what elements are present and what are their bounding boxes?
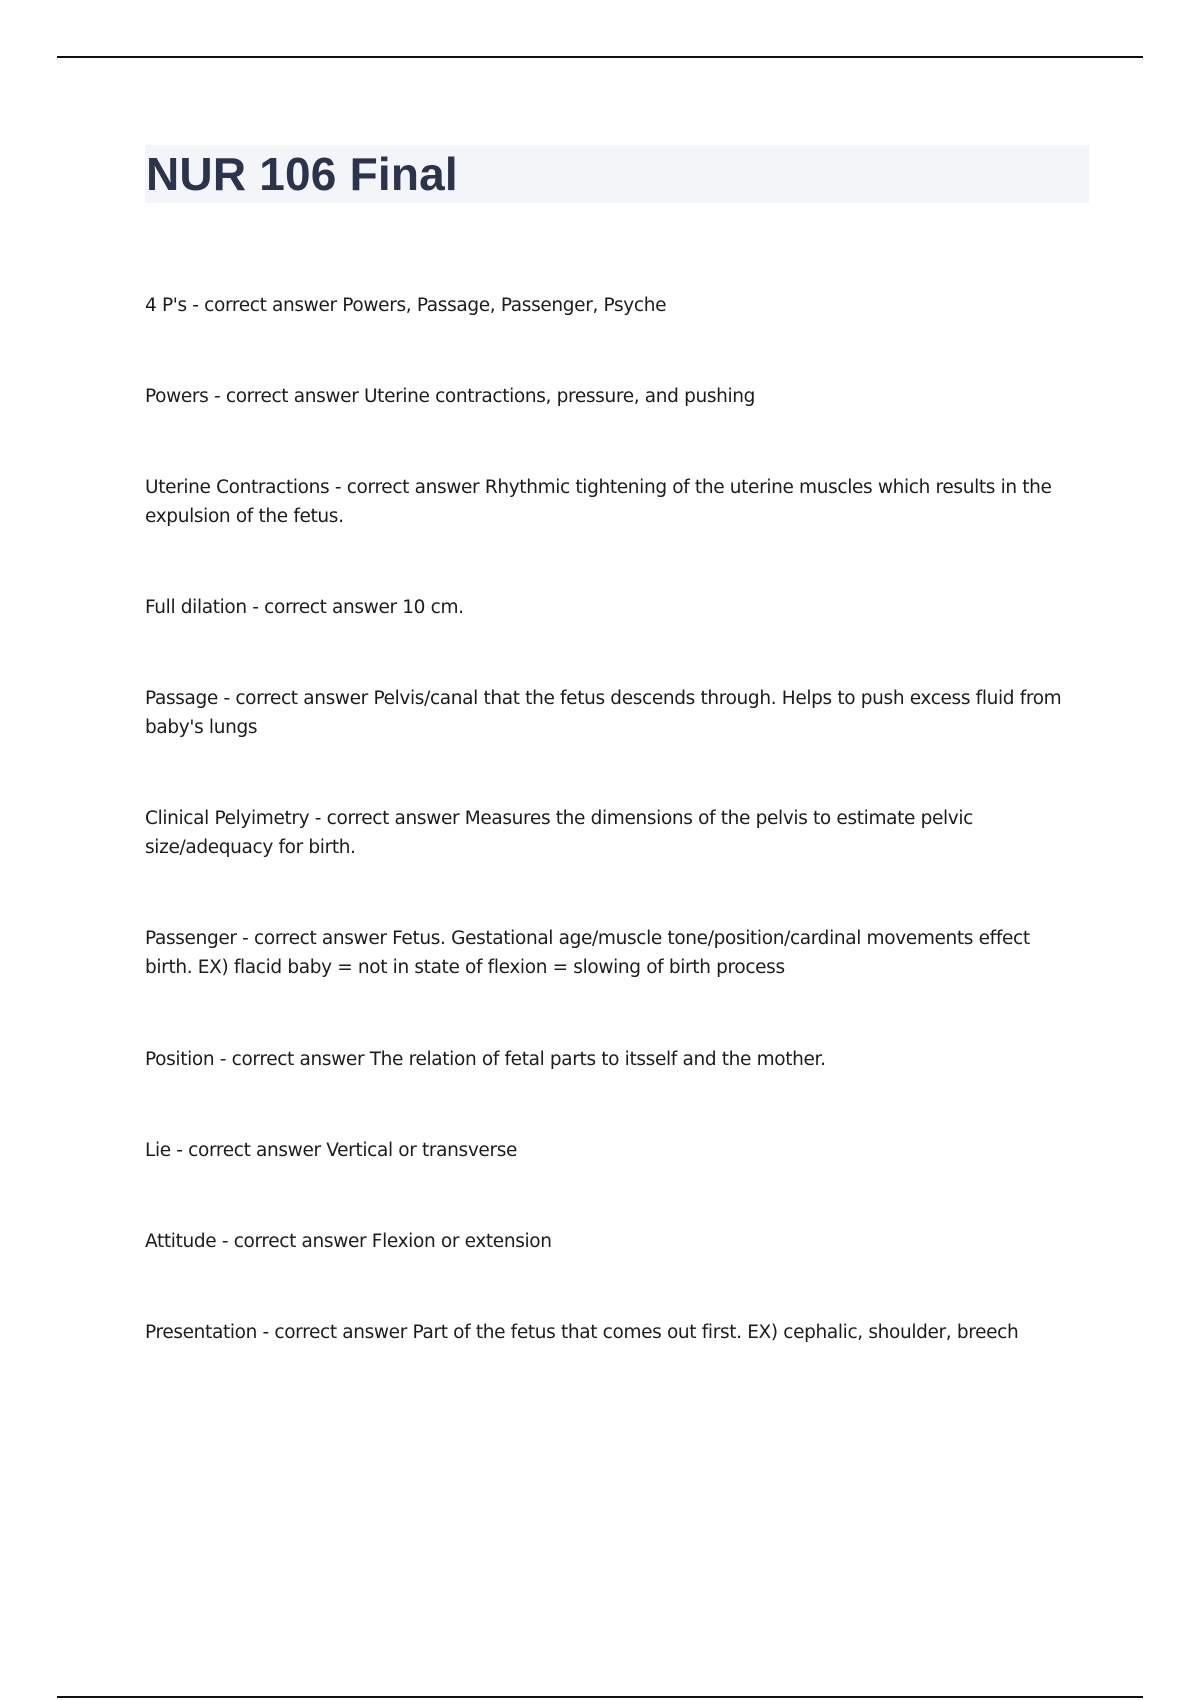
term: Presentation — [145, 1322, 257, 1343]
flashcard-item — [145, 1136, 1075, 1165]
answer-prefix: correct answer — [326, 808, 460, 829]
answer-prefix: correct answer — [204, 295, 337, 316]
separator: - — [214, 1049, 232, 1070]
term: Lie — [145, 1140, 171, 1161]
term: Passage — [145, 688, 218, 709]
separator: - — [217, 688, 236, 709]
answer: The relation of fetal parts to itsself and the mother. — [369, 1049, 826, 1070]
answer-prefix: correct answer — [225, 386, 359, 407]
separator: - — [246, 597, 265, 618]
flashcard-item — [145, 1318, 1075, 1347]
flashcard-item — [145, 1045, 1075, 1074]
term: 4 P's — [145, 295, 187, 316]
answer: Measures the dimensions of the pelvis to estimate pelvic size/adequacy for birth. — [145, 808, 973, 858]
answer: Rhythmic tightening of the uterine muscles which results in the expulsion of the fetus. — [145, 477, 1052, 527]
answer: Flexion or extension — [371, 1231, 552, 1252]
answer-prefix: correct answer — [264, 597, 397, 618]
answer: Uterine contractions, pressure, and pushing — [363, 386, 756, 407]
separator: - — [329, 477, 347, 498]
answer: Powers, Passage, Passenger, Psyche — [342, 295, 667, 316]
separator: - — [186, 295, 205, 316]
bottom-rule — [57, 1696, 1143, 1698]
term: Full dilation — [145, 597, 247, 618]
flashcard-item — [145, 593, 1075, 622]
separator: - — [236, 928, 255, 949]
answer: 10 cm. — [402, 597, 464, 618]
term: Position — [145, 1049, 215, 1070]
separator: - — [216, 1231, 234, 1252]
answer-prefix: correct answer — [233, 1231, 367, 1252]
top-rule — [57, 56, 1143, 58]
flashcard-item — [145, 804, 1075, 862]
answer-prefix: correct answer — [346, 477, 480, 498]
flashcard-item — [145, 1227, 1075, 1256]
flashcard-item — [145, 473, 1075, 531]
flashcard-item — [145, 291, 1075, 320]
separator: - — [170, 1140, 189, 1161]
term: Powers — [145, 386, 209, 407]
term: Uterine Contractions — [145, 477, 330, 498]
separator: - — [257, 1322, 275, 1343]
answer-prefix: correct answer — [235, 688, 368, 709]
answer: Part of the fetus that comes out first. EX) cephalic, shoulder, breech — [412, 1322, 1019, 1343]
term: Passenger — [145, 928, 237, 949]
answer-prefix: correct answer — [274, 1322, 407, 1343]
separator: - — [309, 808, 327, 829]
flashcard-item — [145, 684, 1075, 742]
term: Attitude — [145, 1231, 217, 1252]
flashcard-item — [145, 924, 1075, 982]
answer: Pelvis/canal that the fetus descends through. Helps to push excess fluid from baby's lungs — [145, 688, 1062, 738]
answer-prefix: correct answer — [254, 928, 387, 949]
answer-prefix: correct answer — [188, 1140, 321, 1161]
term: Clinical Pelyimetry — [145, 808, 310, 829]
answer: Vertical or transverse — [326, 1140, 518, 1161]
answer: Fetus. Gestational age/muscle tone/position/cardinal movements effect birth. EX) flacid baby = not in state of flexion = slowing of birth process — [145, 928, 1030, 978]
flashcard-item — [145, 382, 1075, 411]
answer-prefix: correct answer — [231, 1049, 365, 1070]
separator: - — [208, 386, 226, 407]
document-title: NUR 106 Final — [146, 148, 458, 200]
